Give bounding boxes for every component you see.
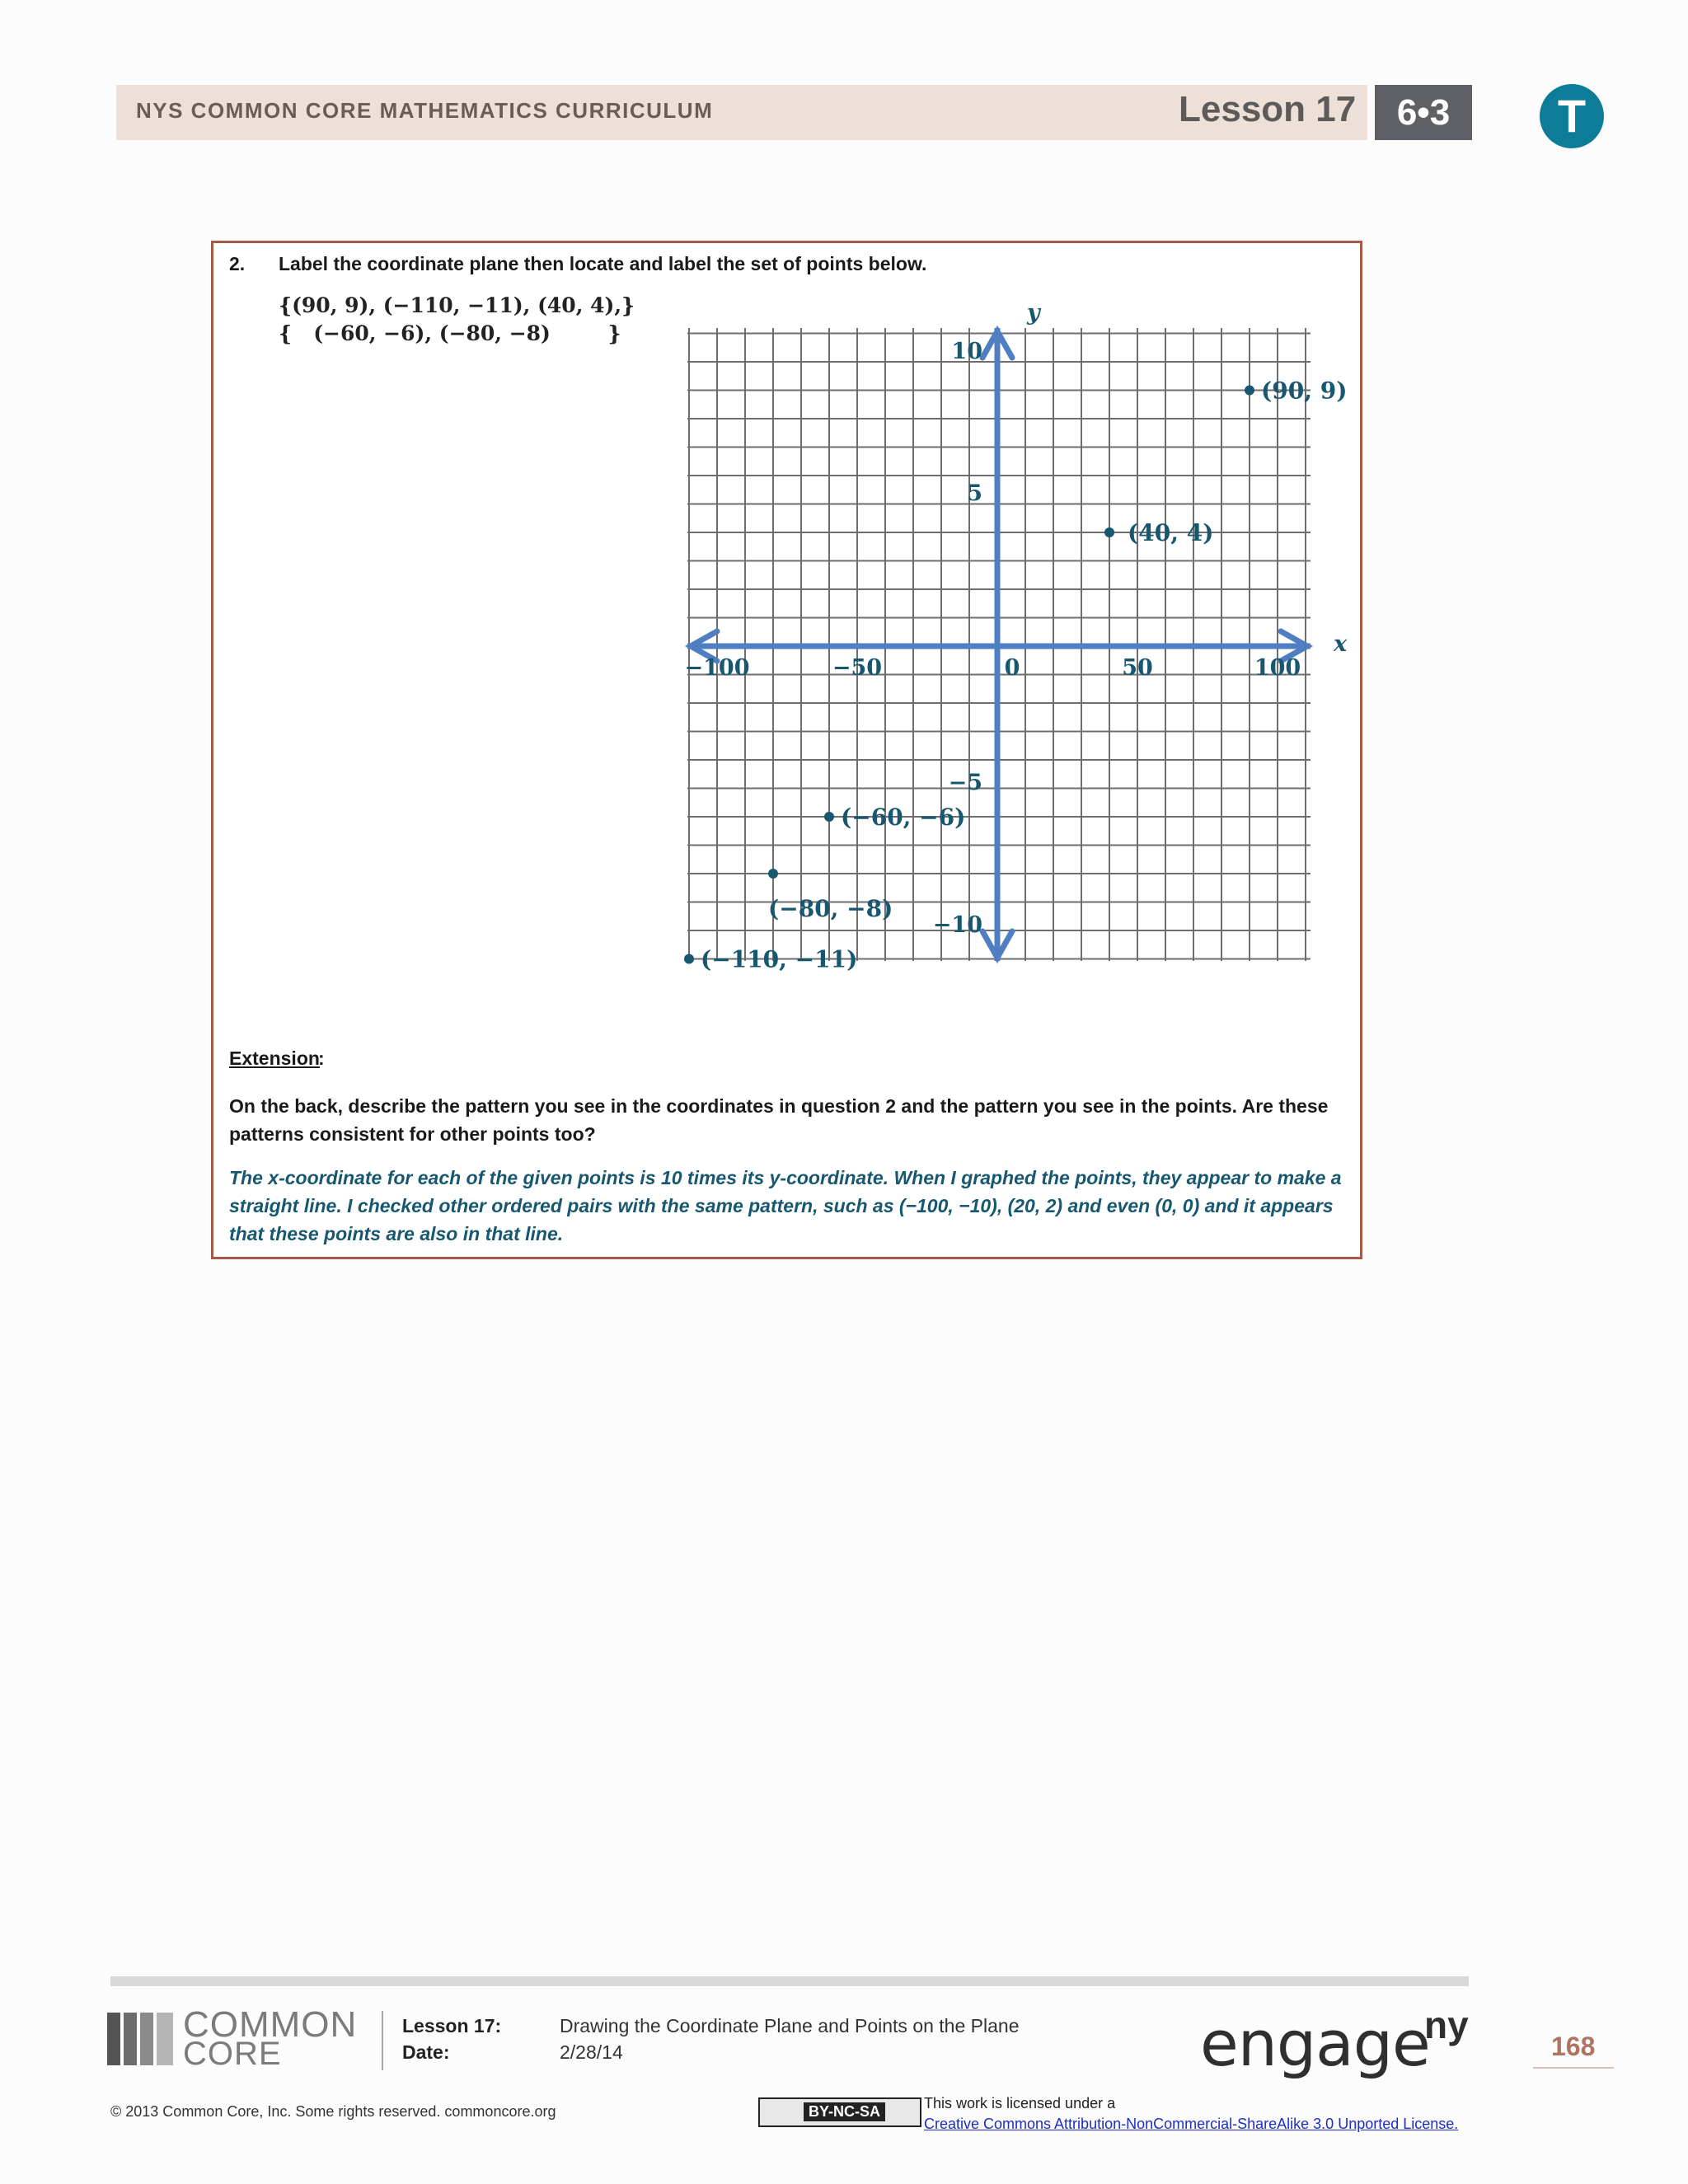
footer-date-value: 2/28/14 [560, 2041, 623, 2063]
data-point-label: (40, 4) [1128, 519, 1214, 546]
y-tick-label: 10 [951, 339, 982, 364]
extension-answer: The x-coordinate for each of the given points is 10 times its y-coordinate. When I graphed the points, they appear to make a straight line. I checked other ordered pairs with the same pattern, such as (−100, −10), (20, 2) and even (0, 0) and it appears that these points are also in that line. [229, 1167, 1342, 1244]
x-tick-label: 0 [1004, 655, 1020, 681]
footer-rule [110, 1976, 1469, 1986]
y-tick-label: −10 [932, 912, 982, 938]
page-number-rule [1533, 2067, 1614, 2069]
y-tick-label: 5 [967, 480, 982, 507]
y-tick-label: −5 [948, 770, 982, 796]
data-point-label: (−110, −11) [701, 945, 858, 973]
extension-question: On the back, describe the pattern you see in the coordinates in question 2 and the pattern you see in the points. Are these patterns consistent for other points too? [229, 1095, 1329, 1145]
coordinate-plane [0, 0, 1688, 1071]
license-notice: This work is licensed under a [924, 2095, 1116, 2111]
footer-lesson-label: Lesson 17: [402, 2015, 502, 2036]
point-set-line-2: { (−60, −6), (−80, −8) } [279, 321, 621, 345]
common-core-wordmark-line-2: CORE [183, 2036, 282, 2072]
x-tick-label: 50 [1122, 655, 1153, 681]
x-tick-label: −100 [684, 655, 750, 681]
lesson-title: Lesson 17 [1179, 89, 1357, 129]
x-tick-label: 100 [1254, 655, 1301, 681]
data-point [768, 869, 778, 879]
common-core-logo-icon [107, 2013, 175, 2065]
engageny-logo: engage [1200, 2007, 1430, 2080]
extension-heading: Extension [229, 1047, 320, 1069]
footer-date-label: Date: [402, 2041, 450, 2063]
x-axis-label: x [1334, 631, 1348, 657]
data-point [824, 812, 834, 822]
license-link[interactable]: Creative Commons Attribution-NonCommercial-ShareAlike 3.0 Unported License. [924, 2116, 1459, 2132]
cc-license-badge-text: BY-NC-SA [804, 2102, 885, 2121]
footer-lesson-title: Drawing the Coordinate Plane and Points on the Plane [560, 2015, 1020, 2036]
footer-divider [382, 2011, 383, 2070]
data-point-label: (−80, −8) [768, 895, 893, 922]
copyright-notice: © 2013 Common Core, Inc. Some rights reserved. commoncore.org [110, 2103, 556, 2120]
y-axis-label: y [1027, 300, 1040, 326]
data-point-label: (−60, −6) [841, 804, 966, 831]
data-point [1245, 386, 1254, 396]
extension-heading-colon: : [318, 1047, 325, 1069]
curriculum-title: NYS COMMON CORE MATHEMATICS CURRICULUM [136, 98, 714, 123]
common-core-wordmark-line-1: COMMON [183, 2004, 358, 2045]
point-set-line-1: {(90, 9), (−110, −11), (40, 4),} [279, 293, 635, 317]
page-number: 168 [1551, 2032, 1596, 2061]
module-badge: 6•3 [1375, 85, 1472, 140]
tick-labels [685, 300, 1348, 938]
question-prompt: Label the coordinate plane then locate and label the set of points below. [279, 253, 927, 274]
data-point [684, 954, 694, 964]
teacher-edition-badge: T [1540, 84, 1604, 148]
x-tick-label: −50 [832, 655, 883, 681]
data-point-label: (90, 9) [1261, 377, 1348, 405]
question-number: 2. [229, 253, 246, 274]
engageny-logo-superscript: ny [1424, 2004, 1469, 2046]
axes [684, 328, 1311, 961]
data-point [1104, 527, 1114, 537]
